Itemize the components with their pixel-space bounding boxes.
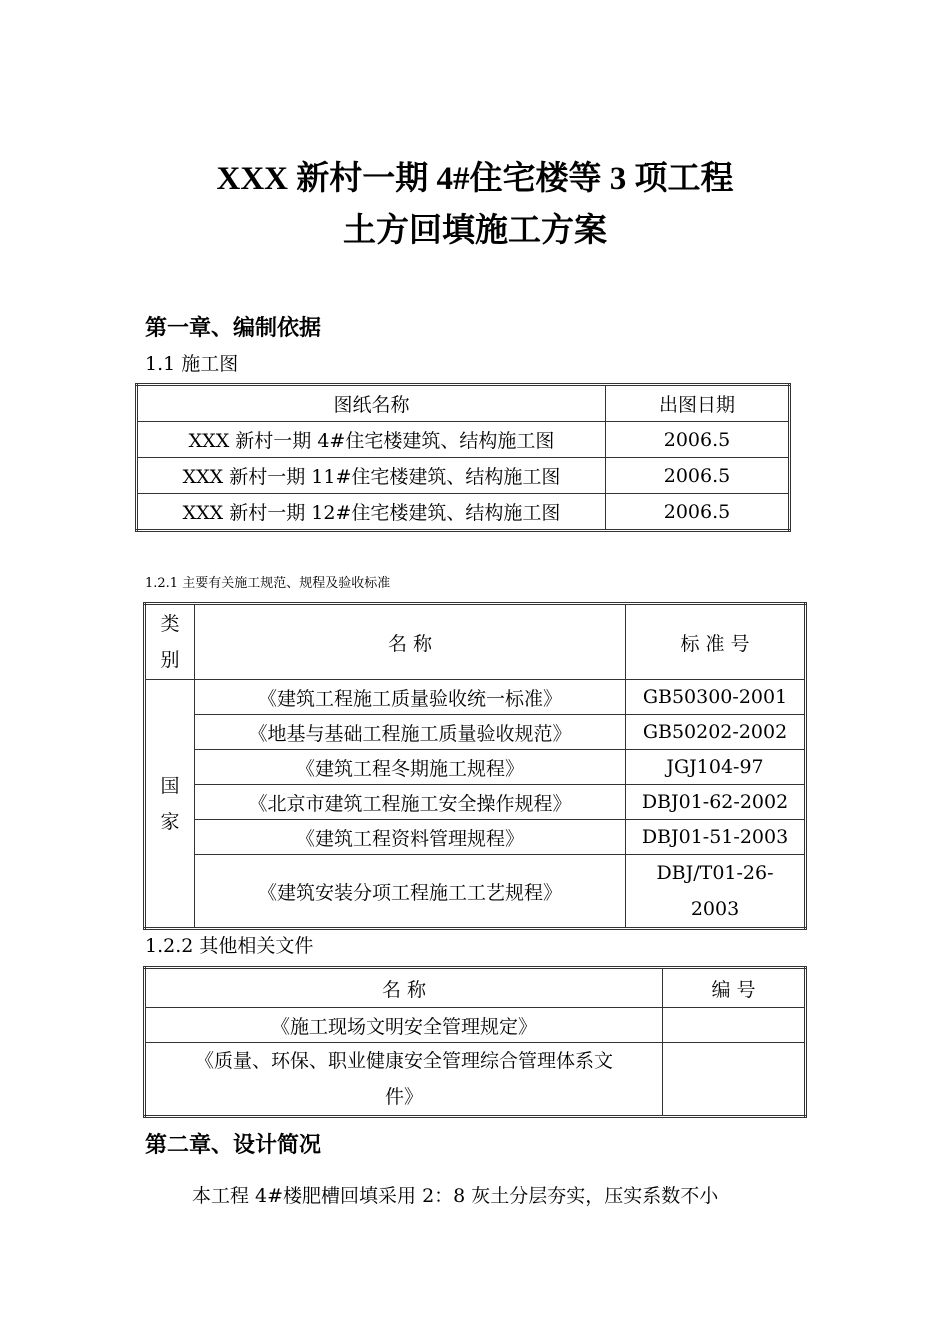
header-category: [145, 604, 195, 680]
doc-name-line-1: 《质量、环保、职业健康安全管理综合管理体系文: [194, 1050, 613, 1072]
doc-name-cell: 《施工现场文明安全管理规定》: [145, 1008, 663, 1043]
chapter-1-heading: 第一章、编制依据: [145, 315, 322, 341]
table-row: [145, 855, 806, 929]
standard-code-cell: [626, 855, 806, 929]
standards-table: [143, 602, 807, 930]
table-row: [137, 458, 790, 494]
standard-code-cell: JGJ104-97: [626, 750, 806, 785]
section-1-1-heading: 1.1 施工图: [145, 353, 239, 375]
standard-name-cell: 《建筑工程冬期施工规程》: [195, 750, 626, 785]
table-row: [137, 494, 790, 531]
header-code: 编 号: [663, 968, 806, 1008]
header-issue-date: 出图日期: [606, 385, 790, 422]
document-title: XXX 新村一期 4#住宅楼等 3 项工程: [216, 161, 734, 197]
header-category-char-1: 类: [160, 613, 180, 635]
table-row: [145, 750, 806, 785]
standard-name-cell: 《建筑工程施工质量验收统一标准》: [195, 680, 626, 715]
table-row: [145, 785, 806, 820]
doc-code-cell: [663, 1043, 806, 1117]
table-row: [145, 1008, 806, 1043]
table-header-row: [137, 385, 790, 422]
standard-code-cell: GB50300-2001: [626, 680, 806, 715]
header-name: 名 称: [145, 968, 663, 1008]
drawing-name-cell: XXX 新村一期 11#住宅楼建筑、结构施工图: [137, 458, 606, 494]
category-char-1: 国: [160, 774, 180, 797]
standard-name-cell: 《北京市建筑工程施工安全操作规程》: [195, 785, 626, 820]
standard-code-line-2: 2003: [690, 898, 740, 920]
table-row: [145, 1043, 806, 1117]
standard-code-cell: GB50202-2002: [626, 715, 806, 750]
chapter-2-heading: 第二章、设计简况: [145, 1132, 322, 1158]
standard-name-cell: 《建筑安装分项工程施工工艺规程》: [195, 855, 626, 929]
header-code: 标 准 号: [626, 604, 806, 680]
standard-code-line-1: DBJ/T01-26-: [656, 862, 774, 884]
standard-code-cell: DBJ01-51-2003: [626, 820, 806, 855]
issue-date-cell: 2006.5: [606, 458, 790, 494]
drawing-name-cell: XXX 新村一期 12#住宅楼建筑、结构施工图: [137, 494, 606, 531]
body-paragraph: 本工程 4#楼肥槽回填采用 2：8 灰土分层夯实，压实系数不小: [192, 1185, 719, 1207]
header-name: 名 称: [195, 604, 626, 680]
other-docs-table: [143, 966, 807, 1118]
standard-name-cell: 《地基与基础工程施工质量验收规范》: [195, 715, 626, 750]
standard-code-cell: DBJ01-62-2002: [626, 785, 806, 820]
document-subtitle: 土方回填施工方案: [343, 213, 607, 249]
standard-name-cell: 《建筑工程资料管理规程》: [195, 820, 626, 855]
category-national: [145, 680, 195, 929]
drawing-name-cell: XXX 新村一期 4#住宅楼建筑、结构施工图: [137, 422, 606, 458]
category-char-2: 家: [160, 810, 180, 833]
table-row: [145, 680, 806, 715]
table-header-row: [145, 604, 806, 680]
table-row: [145, 715, 806, 750]
table-header-row: [145, 968, 806, 1008]
section-1-2-1-heading: 1.2.1 主要有关施工规范、规程及验收标准: [145, 576, 391, 591]
doc-name-cell: [145, 1043, 663, 1117]
table-row: [137, 422, 790, 458]
issue-date-cell: 2006.5: [606, 494, 790, 531]
doc-code-cell: [663, 1008, 806, 1043]
header-category-char-2: 别: [160, 649, 180, 671]
section-1-2-2-heading: 1.2.2 其他相关文件: [145, 935, 314, 957]
drawings-table: [135, 383, 791, 532]
doc-name-line-2: 件》: [384, 1086, 423, 1108]
table-row: [145, 820, 806, 855]
issue-date-cell: 2006.5: [606, 422, 790, 458]
header-drawing-name: 图纸名称: [137, 385, 606, 422]
